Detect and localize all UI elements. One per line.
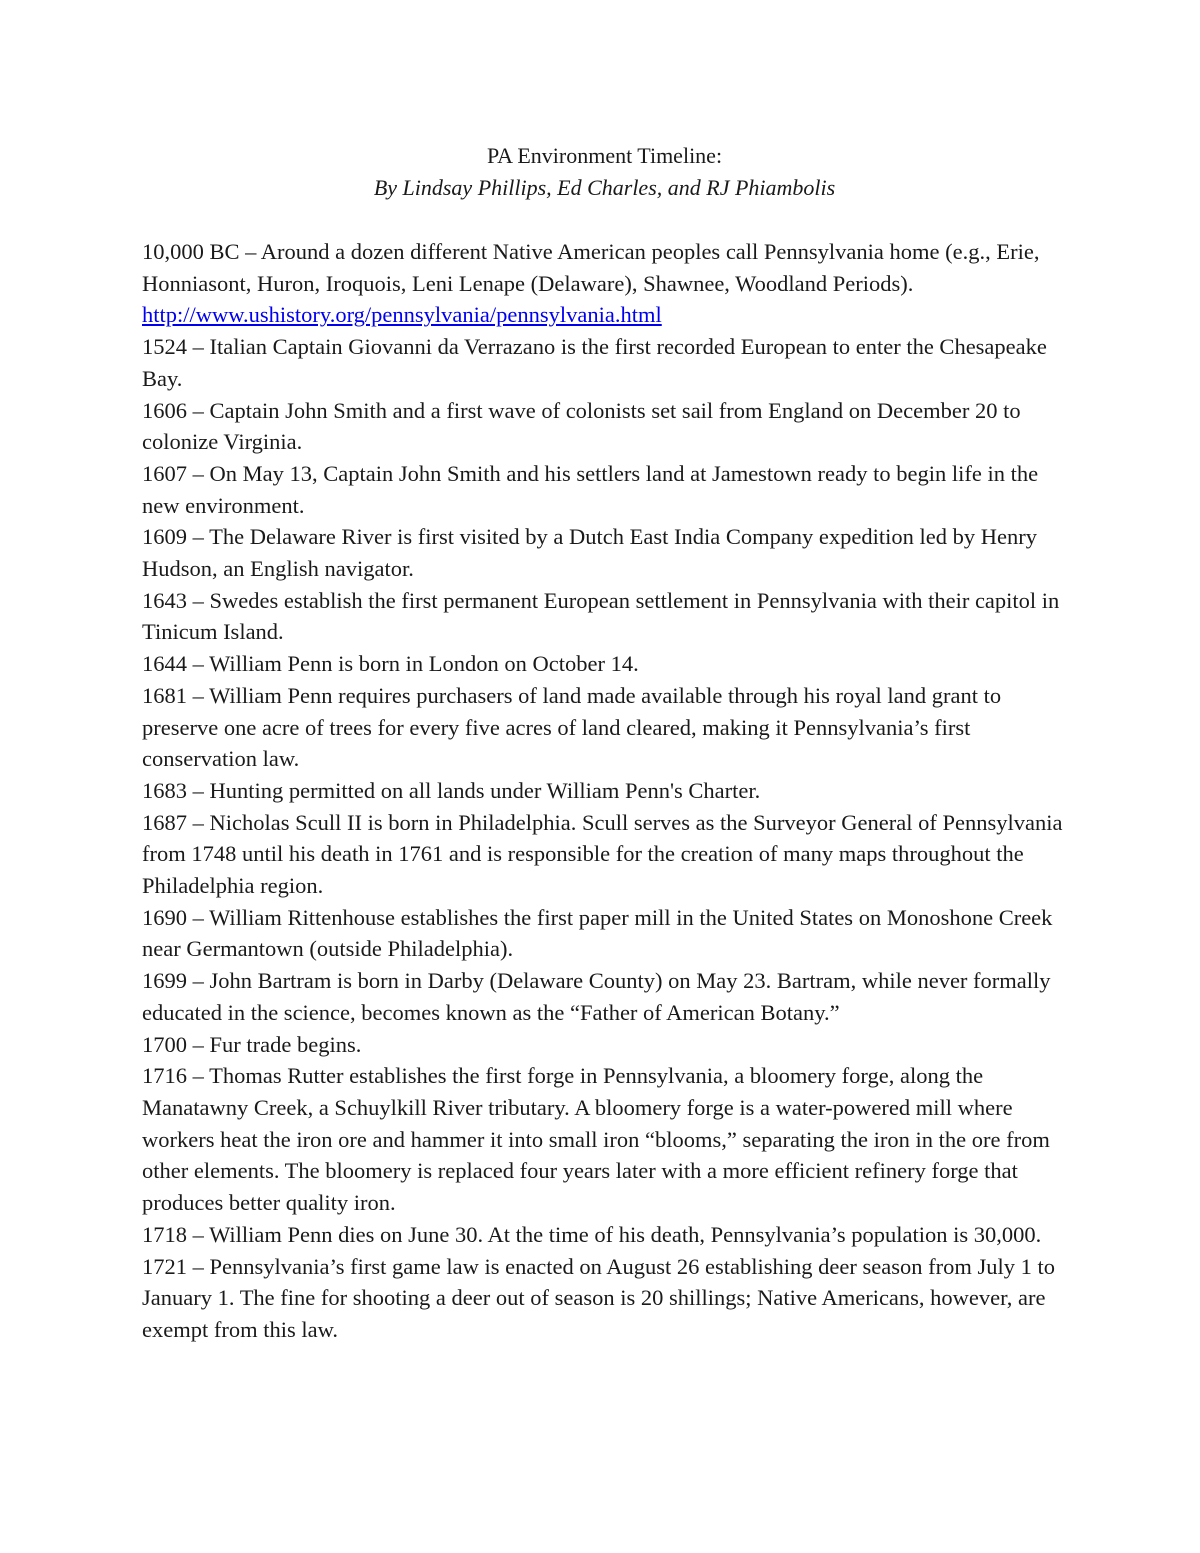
- timeline-entry: 1699 – John Bartram is born in Darby (Delaware County) on May 23. Bartram, while never formally educated in the science, becomes known as the “Father of American Botany.”: [142, 968, 1051, 1025]
- reference-link[interactable]: http://www.ushistory.org/pennsylvania/pennsylvania.html: [142, 302, 662, 328]
- timeline-entry: 1683 – Hunting permitted on all lands under William Penn's Charter.: [142, 777, 761, 803]
- timeline-entry: 1644 – William Penn is born in London on October 14.: [142, 651, 639, 677]
- timeline-entry: [142, 236, 1067, 331]
- timeline-entry: 1681 – William Penn requires purchasers of land made available through his royal land grant to preserve one acre of trees for every five acres of land cleared, making it Pennsylvania’s first conservation law.: [142, 682, 1002, 772]
- timeline-entry: 1687 – Nicholas Scull II is born in Philadelphia. Scull serves as the Surveyor General of Pennsylvania from 1748 until his death in 1761 and is responsible for the creation of many maps throughout the Philadelphia region.: [142, 809, 1063, 899]
- timeline-entry: 1643 – Swedes establish the first permanent European settlement in Pennsylvania with their capitol in Tinicum Island.: [142, 587, 1060, 645]
- timeline-entry: 1721 – Pennsylvania’s first game law is enacted on August 26 establishing deer season from July 1 to January 1. The fine for shooting a deer out of season is 20 shillings; Native Americans, however, are exempt from this law.: [142, 1253, 1055, 1342]
- timeline-entry: 1607 – On May 13, Captain John Smith and his settlers land at Jamestown ready to begin life in the new environment.: [142, 460, 1039, 518]
- timeline-entry: 1690 – William Rittenhouse establishes the first paper mill in the United States on Monoshone Creek near Germantown (outside Philadelphia).: [142, 904, 1053, 962]
- timeline-entry: 1716 – Thomas Rutter establishes the first forge in Pennsylvania, a bloomery forge, along the Manatawny Creek, a Schuylkill River tributary. A bloomery forge is a water-powered mill where workers heat the iron ore and hammer it into small iron “blooms,” separating the iron in the ore from other elements. The bloomery is replaced four years later with a more efficient refinery forge that produces better quality iron.: [142, 1063, 1050, 1216]
- timeline-entry: 1609 – The Delaware River is first visited by a Dutch East India Company expedition led by Henry Hudson, an English navigator.: [142, 524, 1038, 582]
- document-byline: By Lindsay Phillips, Ed Charles, and RJ Phiambolis: [373, 175, 836, 200]
- timeline-entry: 1700 – Fur trade begins.: [142, 1031, 362, 1057]
- timeline-list: [142, 236, 1067, 1346]
- timeline-entry-text: 10,000 BC – Around a dozen different Native American peoples call Pennsylvania home (e.g., Erie, Honniasont, Huron, Iroquois, Leni Lenape (Delaware), Shawnee, Woodland Periods).: [142, 239, 1040, 296]
- document-page: [142, 140, 1067, 1346]
- timeline-entry: 1524 – Italian Captain Giovanni da Verrazano is the first recorded European to enter the Chesapeake Bay.: [142, 334, 1047, 391]
- timeline-entry: 1718 – William Penn dies on June 30. At the time of his death, Pennsylvania’s population is 30,000.: [142, 1221, 1042, 1247]
- document-title: PA Environment Timeline:: [486, 143, 723, 168]
- timeline-entry: 1606 – Captain John Smith and a first wave of colonists set sail from England on December 20 to colonize Virginia.: [142, 397, 1021, 455]
